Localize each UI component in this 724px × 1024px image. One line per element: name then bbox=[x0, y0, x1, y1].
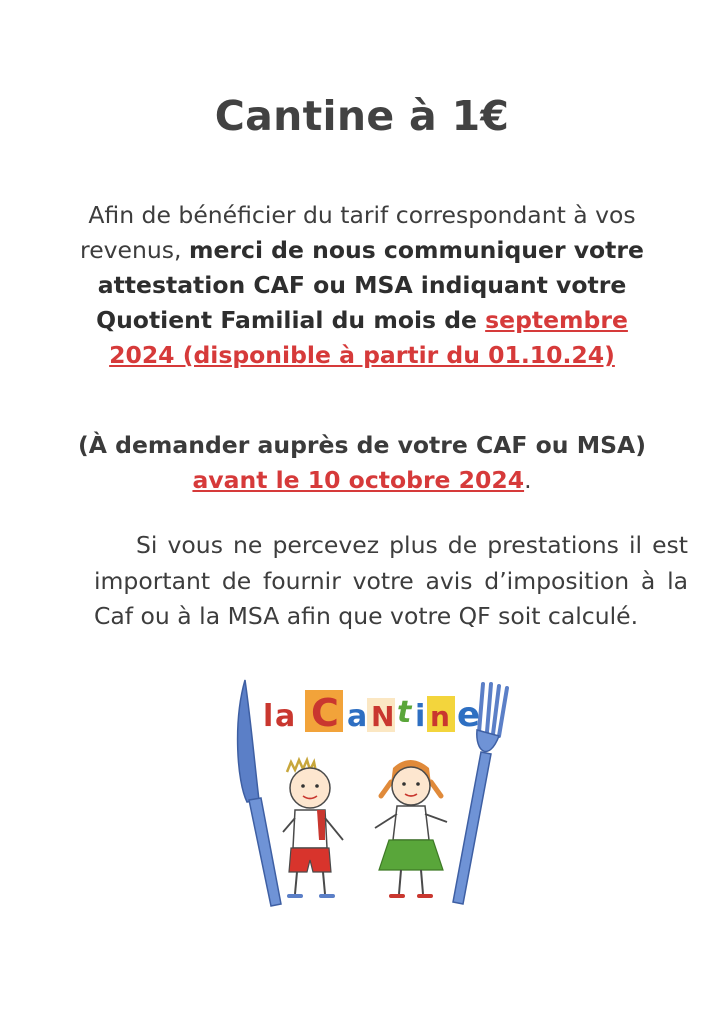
cantine-logo-illustration bbox=[225, 672, 515, 912]
tax-notice-paragraph: Si vous ne percevez plus de prestations il est important de fournir votre avis d’imposition à la Caf ou à la MSA afin que votre QF soit calculé. bbox=[94, 531, 688, 630]
intro-paragraph bbox=[60, 198, 664, 373]
logo-letter: a bbox=[347, 699, 368, 734]
logo-wordmark bbox=[263, 690, 480, 735]
logo-letter: a bbox=[275, 699, 296, 734]
intro-deadline-text: septembre 2024 (disponible à partir du 01.10.24) bbox=[109, 306, 628, 369]
logo-letter: l bbox=[263, 699, 274, 734]
logo-letter: N bbox=[371, 700, 395, 733]
logo-letter: C bbox=[311, 691, 339, 735]
intro-text: Afin de bénéficier du tarif correspondant à vos revenus, bbox=[80, 201, 636, 264]
request-deadline-text: avant le 10 octobre 2024 bbox=[192, 466, 525, 494]
girl-illustration bbox=[375, 760, 447, 896]
logo-letter: e bbox=[457, 695, 481, 735]
logo-letter: t bbox=[397, 695, 412, 730]
request-period: . bbox=[524, 466, 532, 494]
request-paragraph bbox=[60, 428, 664, 498]
boy-illustration bbox=[283, 760, 343, 896]
logo-letter: n bbox=[430, 700, 450, 733]
request-bold-text: (À demander auprès de votre CAF ou MSA) bbox=[78, 431, 646, 459]
page-title: Cantine à 1€ bbox=[214, 92, 510, 140]
logo-letter: i bbox=[415, 699, 426, 734]
intro-bold-text: merci de nous communiquer votre attestation CAF ou MSA indiquant votre Quotient Familial du mois de bbox=[96, 236, 644, 334]
